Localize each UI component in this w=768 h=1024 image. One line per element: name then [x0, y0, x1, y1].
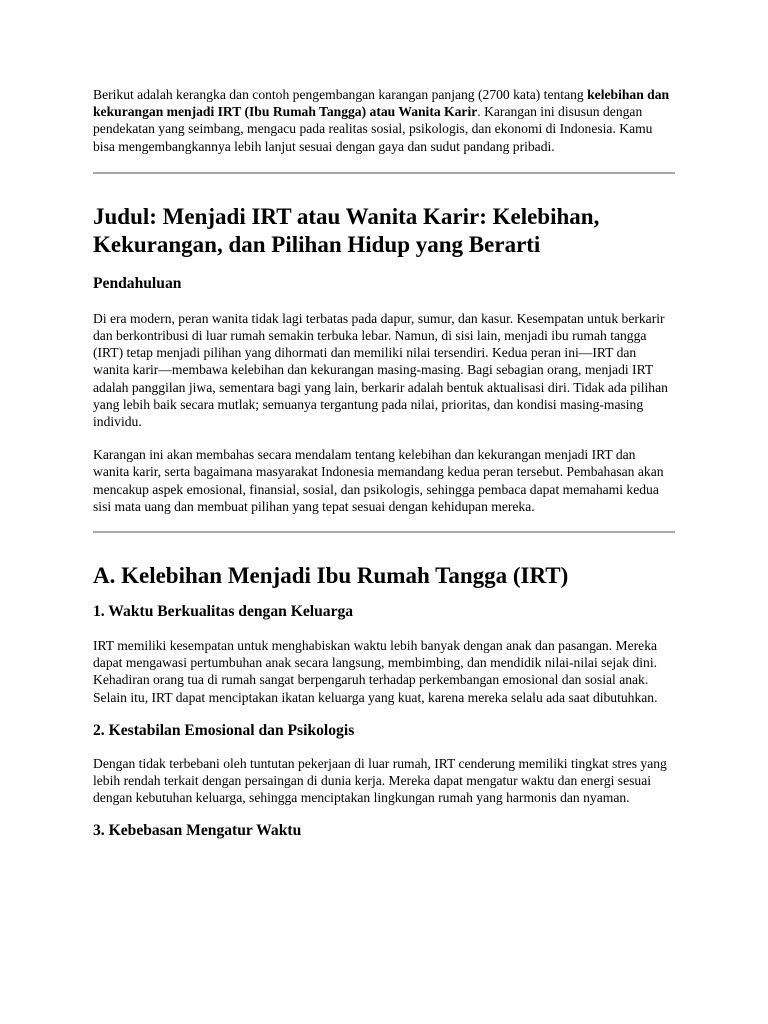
horizontal-rule [93, 531, 675, 533]
subsection-heading: 1. Waktu Berkualitas dengan Keluarga [93, 603, 354, 621]
document-page [93, 86, 675, 841]
subsection-paragraph: Dengan tidak terbebani oleh tuntutan pekerjaan di luar rumah, IRT cenderung memiliki tingkat stres yang lebih rendah terkait dengan persaingan di dunia kerja. Mereka dapat mengatur waktu dan energi sesuai dengan kebutuhan keluarga, sehingga menciptakan lingkungan rumah yang harmonis dan nyaman. [93, 755, 667, 806]
intro-bold-topic: kelebihan dan kekurangan menjadi IRT (Ibu Rumah Tangga) atau Wanita Karir [93, 87, 670, 120]
intro-text-end: . Karangan ini disusun dengan pendekatan yang seimbang, mengacu pada realitas sosial, psikologis, dan ekonomi di Indonesia. Kamu bisa mengembangkannya lebih lanjut sesuai dengan gaya dan sudut pandang pribadi. [93, 104, 653, 154]
subsection-heading: 3. Kebebasan Mengatur Waktu [93, 822, 302, 840]
intro-text: Berikut adalah kerangka dan contoh pengembangan karangan panjang (2700 kata) tentang [93, 87, 588, 102]
document-title: Judul: Menjadi IRT atau Wanita Karir: Kelebihan, Kekurangan, dan Pilihan Hidup yang Berarti [93, 203, 600, 257]
subsection-heading: 2. Kestabilan Emosional dan Psikologis [93, 721, 355, 739]
horizontal-rule [93, 172, 675, 174]
intro-paragraph [93, 86, 675, 155]
section-a-heading: A. Kelebihan Menjadi Ibu Rumah Tangga (IRT) [93, 563, 569, 589]
subsection-paragraph: IRT memiliki kesempatan untuk menghabiskan waktu lebih banyak dengan anak dan pasangan. Mereka dapat mengawasi pertumbuhan anak secara langsung, membimbing, dan mendidik nilai-nilai sejak dini. Kehadiran orang tua di rumah sangat berpengaruh terhadap perkembangan emosional dan sosial anak. Selain itu, IRT dapat menciptakan ikatan keluarga yang kuat, karena mereka selalu ada saat dibutuhkan. [93, 638, 658, 705]
pendahuluan-paragraph: Karangan ini akan membahas secara mendalam tentang kelebihan dan kekurangan menjadi IRT dan wanita karir, serta bagaimana masyarakat Indonesia memandang kedua peran tersebut. Pembahasan akan mencakup aspek emosional, finansial, sosial, dan psikologis, sehingga pembaca dapat memahami kedua sisi mata uang dan membuat pilihan yang tepat sesuai dengan kehidupan mereka. [93, 447, 664, 514]
pendahuluan-heading: Pendahuluan [93, 274, 182, 292]
pendahuluan-paragraph: Di era modern, peran wanita tidak lagi terbatas pada dapur, sumur, dan kasur. Kesempatan untuk berkarir dan berkontribusi di luar rumah semakin terbuka lebar. Namun, di sisi lain, menjadi ibu rumah tangga (IRT) tetap menjadi pilihan yang dihormati dan memiliki nilai tersendiri. Kedua peran ini—IRT dan wanita karir—membawa kelebihan dan kekurangan masing-masing. Bagi sebagian orang, menjadi IRT adalah panggilan jiwa, sementara bagi yang lain, berkarir adalah bentuk aktualisasi diri. Tidak ada pilihan yang lebih baik secara mutlak; semuanya tergantung pada nilai, prioritas, dan kondisi masing-masing individu. [93, 310, 668, 430]
